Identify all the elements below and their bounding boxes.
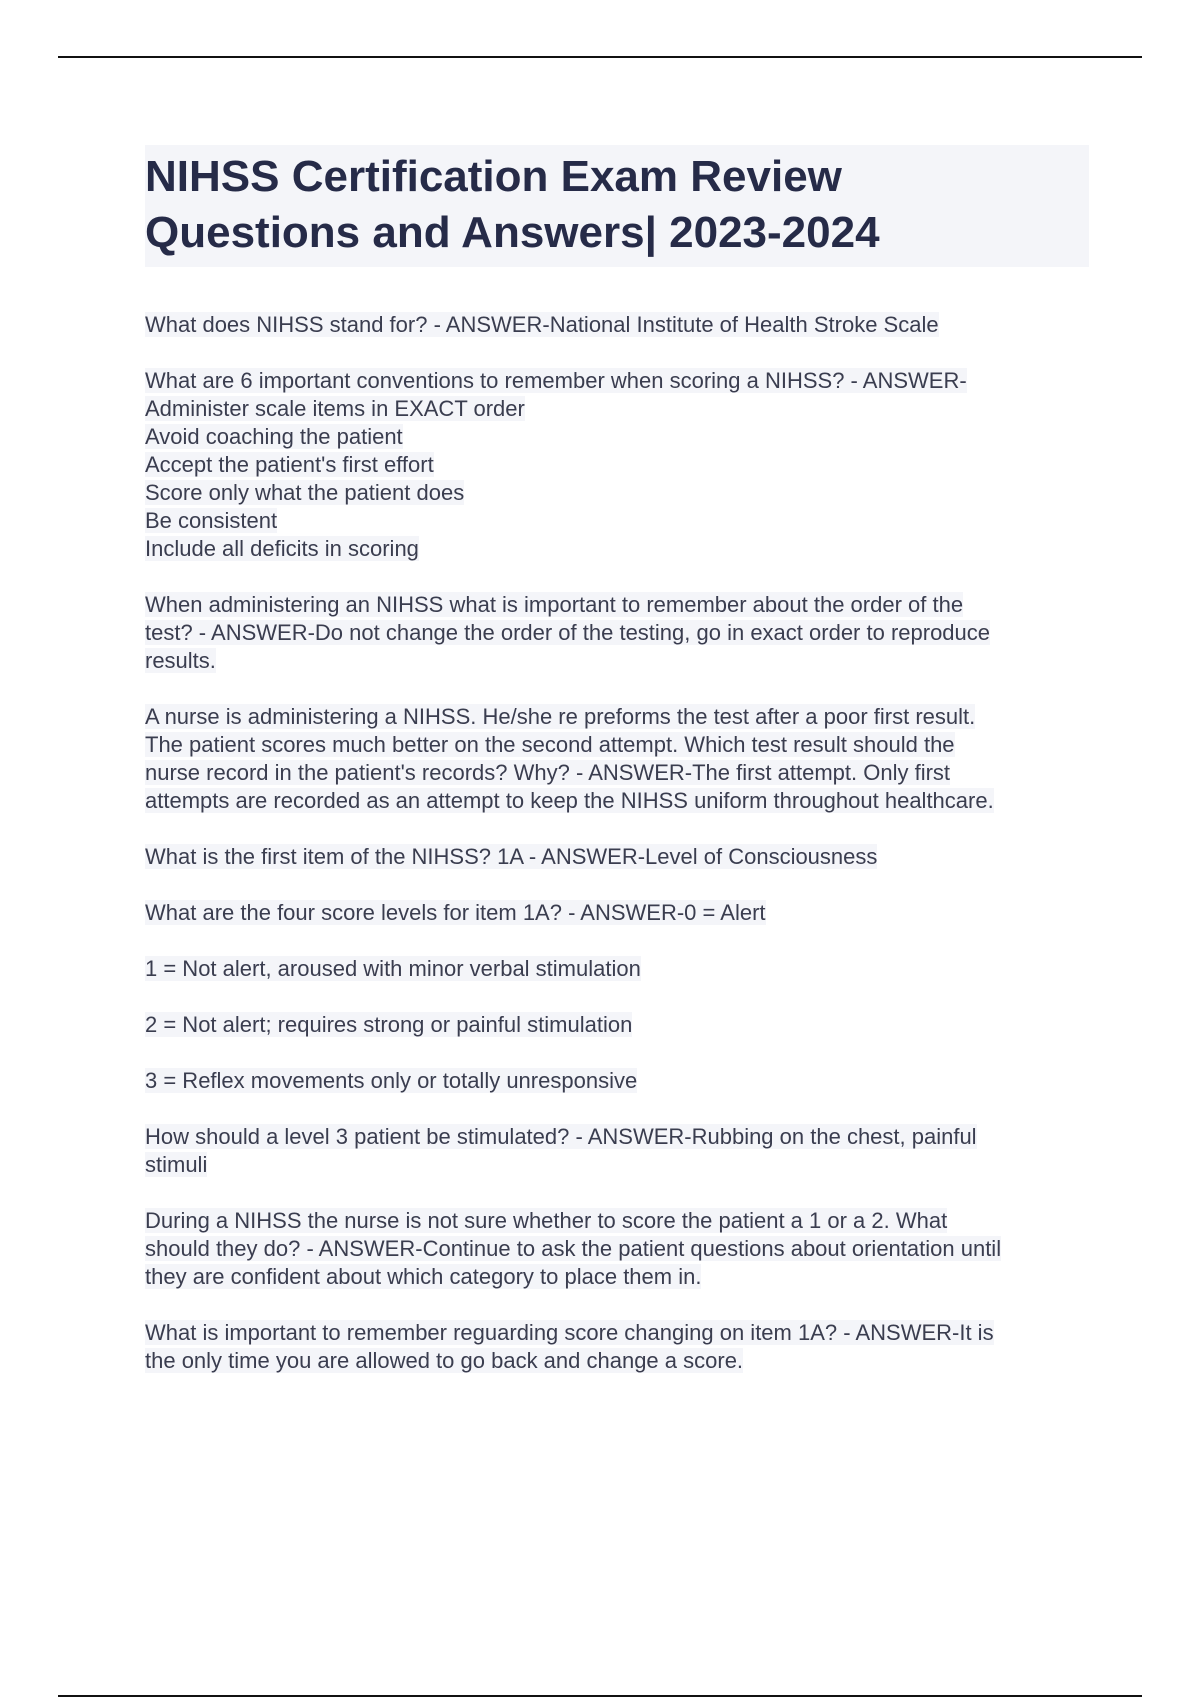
qa-line — [145, 367, 1089, 395]
qa-line — [145, 1207, 1089, 1235]
qa-line-text: results. — [145, 648, 216, 673]
qa-line — [145, 843, 1089, 871]
qa-line — [145, 423, 1089, 451]
qa-line-text: attempts are recorded as an attempt to keep the NIHSS uniform throughout healthcare. — [145, 788, 994, 813]
qa-line — [145, 535, 1089, 563]
qa-line-text: What are the four score levels for item 1A? - ANSWER-0 = Alert — [145, 900, 766, 925]
qa-line-text: Avoid coaching the patient — [145, 424, 403, 449]
qa-line-text: A nurse is administering a NIHSS. He/she re preforms the test after a poor first result. — [145, 704, 976, 729]
qa-line-text: What does NIHSS stand for? - ANSWER-National Institute of Health Stroke Scale — [145, 312, 939, 337]
qa-line — [145, 703, 1089, 731]
qa-line-text: they are confident about which category to place them in. — [145, 1264, 702, 1289]
qa-line-text: the only time you are allowed to go back and change a score. — [145, 1348, 744, 1373]
qa-line — [145, 619, 1089, 647]
qa-line — [145, 759, 1089, 787]
qa-entry — [145, 1067, 1089, 1095]
qa-line-text: Be consistent — [145, 508, 278, 533]
qa-entry — [145, 1123, 1089, 1179]
qa-line-text: The patient scores much better on the second attempt. Which test result should the — [145, 732, 955, 757]
bottom-rule — [58, 1695, 1142, 1697]
qa-line-text: During a NIHSS the nurse is not sure whether to score the patient a 1 or a 2. What — [145, 1208, 948, 1233]
qa-line-text: 3 = Reflex movements only or totally unresponsive — [145, 1068, 638, 1093]
title-line-2: Questions and Answers| 2023-2024 — [145, 208, 880, 257]
qa-entry — [145, 591, 1089, 675]
qa-line-text: Include all deficits in scoring — [145, 536, 419, 561]
qa-line — [145, 479, 1089, 507]
qa-entry — [145, 843, 1089, 871]
document-title — [145, 145, 1089, 267]
qa-line — [145, 787, 1089, 815]
qa-line-text: How should a level 3 patient be stimulated? - ANSWER-Rubbing on the chest, painful — [145, 1124, 977, 1149]
qa-entry — [145, 955, 1089, 983]
qa-line-text: When administering an NIHSS what is important to remember about the order of the — [145, 592, 964, 617]
qa-line-text: What is important to remember reguarding score changing on item 1A? - ANSWER-It is — [145, 1320, 994, 1345]
qa-entry — [145, 1207, 1089, 1291]
qa-line-text: should they do? - ANSWER-Continue to ask the patient questions about orientation until — [145, 1236, 1002, 1261]
qa-line — [145, 1123, 1089, 1151]
qa-line-text: What are 6 important conventions to remember when scoring a NIHSS? - ANSWER- — [145, 368, 967, 393]
top-rule — [58, 56, 1142, 58]
qa-entry — [145, 1011, 1089, 1039]
qa-entry — [145, 899, 1089, 927]
qa-line — [145, 1347, 1089, 1375]
qa-line — [145, 311, 1089, 339]
qa-entry — [145, 311, 1089, 339]
qa-line-text: 2 = Not alert; requires strong or painful stimulation — [145, 1012, 633, 1037]
qa-line — [145, 899, 1089, 927]
qa-line — [145, 507, 1089, 535]
qa-line-text: Score only what the patient does — [145, 480, 465, 505]
qa-line — [145, 395, 1089, 423]
qa-entry — [145, 703, 1089, 815]
qa-line-text: 1 = Not alert, aroused with minor verbal stimulation — [145, 956, 641, 981]
qa-entry — [145, 367, 1089, 563]
qa-line — [145, 1151, 1089, 1179]
qa-line — [145, 1011, 1089, 1039]
qa-line — [145, 1263, 1089, 1291]
qa-list — [145, 311, 1089, 1403]
qa-line-text: stimuli — [145, 1152, 208, 1177]
qa-line — [145, 955, 1089, 983]
qa-line-text: What is the first item of the NIHSS? 1A - ANSWER-Level of Consciousness — [145, 844, 878, 869]
qa-line — [145, 451, 1089, 479]
qa-line — [145, 1319, 1089, 1347]
qa-line-text: nurse record in the patient's records? Why? - ANSWER-The first attempt. Only first — [145, 760, 951, 785]
title-line-1: NIHSS Certification Exam Review — [145, 152, 842, 201]
qa-line — [145, 647, 1089, 675]
qa-line-text: Accept the patient's first effort — [145, 452, 434, 477]
qa-line — [145, 591, 1089, 619]
qa-line — [145, 1235, 1089, 1263]
qa-line-text: test? - ANSWER-Do not change the order of the testing, go in exact order to reproduce — [145, 620, 991, 645]
qa-line — [145, 1067, 1089, 1095]
qa-line-text: Administer scale items in EXACT order — [145, 396, 525, 421]
qa-line — [145, 731, 1089, 759]
qa-entry — [145, 1319, 1089, 1375]
